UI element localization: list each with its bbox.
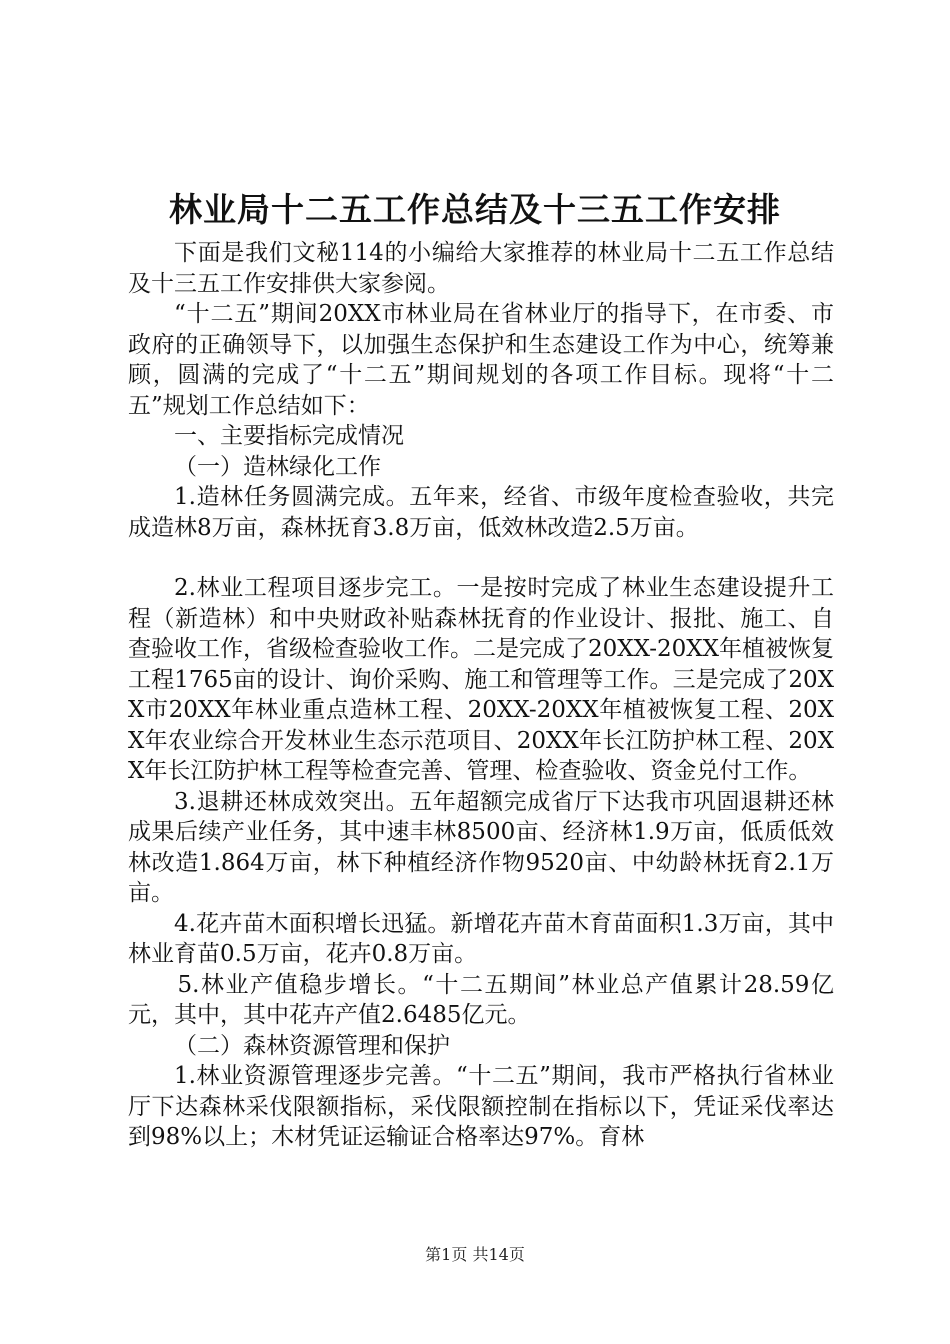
document-title: 林业局十二五工作总结及十三五工作安排 — [169, 190, 781, 229]
page-number: 第1页 — [425, 1245, 468, 1264]
paragraph-item-5: 5.林业产值稳步增长。“十二五期间”林业总产值累计28.59亿元，其中，其中花卉产值2.6485亿元。 — [128, 971, 834, 1028]
heading-subsection-2: （二）森林资源管理和保护 — [174, 1032, 450, 1059]
page-footer — [0, 1243, 950, 1267]
paragraph-item-4: 4.花卉苗木面积增长迅猛。新增花卉苗木育苗面积1.3万亩，其中林业育苗0.5万亩，花卉0.8万亩。 — [128, 910, 834, 967]
paragraph-intro: 下面是我们文秘114的小编给大家推荐的林业局十二五工作总结及十三五工作安排供大家参阅。 — [128, 240, 834, 297]
page-total: 共14页 — [472, 1245, 525, 1264]
paragraph-overview: “十二五”期间20XX市林业局在省林业厅的指导下，在市委、市政府的正确领导下，以加强生态保护和生态建设工作为中心，统筹兼顾，圆满的完成了“十二五”期间规划的各项工作目标。现将“十二五”规划工作总结如下： — [128, 301, 834, 419]
document-body — [128, 238, 834, 1153]
heading-section-1: 一、主要指标完成情况 — [174, 423, 404, 449]
paragraph-resource-1: 1.林业资源管理逐步完善。“十二五”期间，我市严格执行省林业厅下达森林采伐限额指标，采伐限额控制在指标以下，凭证采伐率达到98%以上；木材凭证运输证合格率达97%。育林 — [128, 1063, 834, 1150]
heading-subsection-1: （一）造林绿化工作 — [174, 453, 381, 480]
paragraph-item-2: 2.林业工程项目逐步完工。一是按时完成了林业生态建设提升工程（新造林）和中央财政补贴森林抚育的作业设计、报批、施工、自查验收工作，省级检查验收工作。二是完成了20XX-20XX年植被恢复工程1765亩的设计、询价采购、施工和管理等工作。三是完成了20XX市20XX年林业重点造林工程、20XX-20XX年植被恢复工程、20XX年农业综合开发林业生态示范项目、20XX年长江防护林工程、20XX年长江防护林工程等检查完善、管理、检查验收、资金兑付工作。 — [128, 575, 834, 784]
paragraph-item-3: 3.退耕还林成效突出。五年超额完成省厅下达我市巩固退耕还林成果后续产业任务，其中速丰林8500亩、经济林1.9万亩，低质低效林改造1.864万亩，林下种植经济作物9520亩、中幼龄林抚育2.1万亩。 — [128, 788, 834, 906]
paragraph-item-1: 1.造林任务圆满完成。五年来，经省、市级年度检查验收，共完成造林8万亩，森林抚育3.8万亩，低效林改造2.5万亩。 — [128, 484, 834, 541]
